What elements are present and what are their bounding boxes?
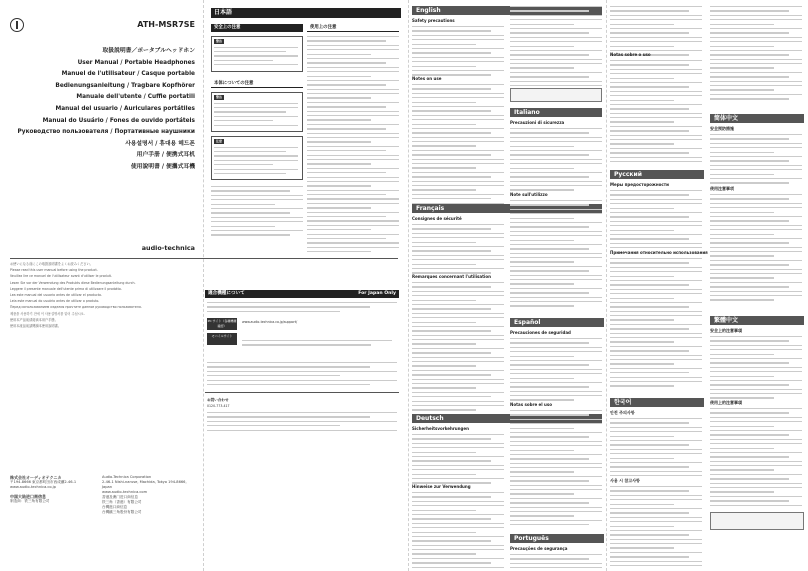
section-header-italian: Italiano xyxy=(510,108,602,117)
section-header-traditional-chinese: 繁體中文 xyxy=(710,316,804,325)
caution-tag: 注意 xyxy=(216,139,223,143)
model-number: ATH-MSR7SE xyxy=(137,20,195,29)
cn-importer: 中国大陆进口商信息 xyxy=(10,494,46,499)
zh-hans-safety-heading: 安全预防措施 xyxy=(710,126,734,131)
notice-pt: Leia este manual do usuário antes de utilizar o produto. xyxy=(10,299,100,304)
portuguese-notes-lines xyxy=(610,60,702,165)
korean-safety-heading: 안전 주의사항 xyxy=(610,410,635,415)
column-pt-ru-ko xyxy=(608,0,708,571)
portuguese-safety-heading: Precauções de segurança xyxy=(510,546,568,551)
jp-company: 株式会社オーディオテクニカ xyxy=(10,475,62,480)
hk-detail: 铁三角（香港）有限公司 xyxy=(102,500,142,504)
section-header-french: Français xyxy=(412,204,602,213)
corp-address: 2-46-1 Nishi-naruse, Machida, Tokyo 194-8666, Japan xyxy=(102,480,187,489)
section-header-english: English xyxy=(412,6,602,15)
tw-detail: 台灣鐵三角股份有限公司 xyxy=(102,510,142,514)
portuguese-safety-lines xyxy=(510,554,602,571)
zh-hant-safety-heading: 安全上的注意事項 xyxy=(710,328,742,333)
warning-tag-2: 警告 xyxy=(216,95,223,99)
russian-safety-heading: Меры предосторожности xyxy=(610,182,669,187)
title-zh-hans: 用户手册 / 便携式耳机 xyxy=(136,152,195,159)
corp-name: Audio-Technica Corporation xyxy=(102,475,152,479)
italian-safety-lines xyxy=(510,128,602,194)
column-zh xyxy=(710,0,806,571)
title-zh-hant: 使用說明書 / 便攜式耳機 xyxy=(130,163,195,170)
title-es: Manual del usuario / Auriculares portátiles xyxy=(55,105,195,112)
audio-technica-logo-icon xyxy=(10,18,24,32)
italian-notes-heading: Note sull'utilizzo xyxy=(510,192,548,197)
contact-divider xyxy=(205,392,399,393)
notice-jp: お使いになる前にこの取扱説明書をよくお読みください。 xyxy=(10,262,93,266)
german-safety-heading: Sicherheitsvorkehrungen xyxy=(412,426,469,431)
italian-safety-heading: Precauzioni di sicurezza xyxy=(510,120,565,125)
jp-safety-body-lines xyxy=(211,186,303,239)
italian-notes-lines xyxy=(510,200,602,310)
jp-usage-body-lines xyxy=(307,36,399,256)
jp-body-caution-header: 本体についての注意 xyxy=(211,80,303,88)
caution-text-lines xyxy=(214,147,298,178)
cover-header xyxy=(10,18,195,38)
warning-text-lines xyxy=(214,47,298,69)
jp-url: www.audio-technica.co.jp xyxy=(10,485,56,489)
russian-notes-lines xyxy=(610,258,702,390)
notice-zh-hant: 使用本產品前請閱讀本使用說明書。 xyxy=(10,324,61,329)
jp-usage-header: 使用上の注意 xyxy=(307,24,399,32)
english-notes-lines xyxy=(412,84,504,207)
hk-importer: 香港及澳门进口商信息 xyxy=(102,495,138,499)
zh-hans-notes-heading: 使用注意事项 xyxy=(710,186,734,191)
column-it-es-pt xyxy=(510,0,606,571)
korean-notes-lines xyxy=(610,486,702,569)
notice-zh-hans: 使用本产品前请阅读本用户手册。 xyxy=(10,317,58,322)
notice-es: Lea este manual del usuario antes de utilizar el producto. xyxy=(10,293,102,298)
title-en: User Manual / Portable Headphones xyxy=(77,59,195,66)
warning-text-lines-2 xyxy=(214,103,298,129)
notice-fr: Veuillez lire ce manuel de l'utilisateur avant d'utiliser le produit. xyxy=(10,274,112,279)
jp-notes-lines xyxy=(207,362,397,388)
contact-title: お問い合わせ xyxy=(207,398,229,402)
english-safety-heading: Safety precautions xyxy=(412,18,455,23)
manual-titles xyxy=(18,46,195,174)
contact-detail-lines xyxy=(207,412,397,434)
site-url[interactable]: www.audio-technica.co.jp/support/ xyxy=(242,320,298,324)
zh-hant-notes-heading: 使用上的注意事項 xyxy=(710,400,742,405)
russian-safety-lines xyxy=(610,190,702,251)
korean-cont-lines xyxy=(710,6,802,103)
cover-divider xyxy=(10,258,398,259)
french-notes-lines xyxy=(412,282,504,414)
russian-notes-heading: Примечания относительно использования xyxy=(610,250,708,255)
corp-url: www.audio-technica.com xyxy=(102,490,148,494)
title-pt: Manual do Usuário / Fones de ouvido portáteis xyxy=(42,117,195,124)
japanese-panel xyxy=(205,0,408,256)
tw-importer: 台灣進口商信息 xyxy=(102,505,128,509)
notice-de: Lesen Sie vor der Verwendung des Produkts diese Bedienungsanleitung durch. xyxy=(10,280,136,285)
fold-line xyxy=(606,0,607,571)
german-notes-heading: Hinweise zur Verwendung xyxy=(412,484,471,489)
brand-wordmark: audio-technica xyxy=(141,244,195,252)
spanish-notes-lines xyxy=(510,410,602,529)
zh-hant-safety-lines xyxy=(710,336,802,402)
compatible-devices-title: 適合機種について xyxy=(208,291,245,296)
portuguese-cont-lines xyxy=(610,6,702,59)
french-safety-lines xyxy=(412,224,504,277)
korean-notes-heading: 사용 시 참고사항 xyxy=(610,478,640,483)
section-header-russian: Русский xyxy=(610,170,704,179)
english-notes-heading: Notes on use xyxy=(412,76,442,81)
fold-line xyxy=(408,0,409,571)
section-header-jp: 日本語 xyxy=(211,8,401,18)
title-jp: 取扱説明書／ポータブルヘッドホン xyxy=(102,48,195,54)
spanish-safety-lines xyxy=(510,338,602,404)
german-notes-lines xyxy=(412,492,504,571)
cn-detail: 制造商：铁三角有限公司 xyxy=(10,499,50,503)
fold-line xyxy=(203,0,204,571)
jp-warning-box xyxy=(211,36,303,72)
german-safety-lines xyxy=(412,434,504,487)
title-ru: Руководство пользователя / Портативные наушники xyxy=(17,129,195,136)
jp-address: 〒194-8666 東京都町田市西成瀬2-46-1 xyxy=(10,480,77,484)
contact-phone: 0120-773-417 xyxy=(207,404,230,408)
zh-hant-notes-lines xyxy=(710,408,802,509)
notice-it: Leggere il presente manuale dell'utente prima di utilizzare il prodotto. xyxy=(10,286,122,291)
korean-safety-lines xyxy=(610,418,702,479)
spanish-notes-heading: Notas sobre el uso xyxy=(510,402,553,407)
jp-caution-box xyxy=(211,136,303,180)
for-japan-only-label: For Japan Only xyxy=(358,291,396,296)
title-it: Manuale dell'utente / Cuffie portatili xyxy=(76,94,195,101)
mobile-site-tag: モバイルサイト xyxy=(207,333,237,345)
compatible-devices-text-lines xyxy=(207,302,397,315)
section-header-korean: 한국어 xyxy=(610,398,704,407)
zh-note-box xyxy=(710,512,804,530)
french-notes-heading: Remarques concernant l'utilisation xyxy=(412,274,491,279)
notice-en: Please read this user manual before using the product. xyxy=(10,268,98,273)
pc-site-tag: PC サイト（各種機種確認） xyxy=(207,319,237,328)
spanish-safety-heading: Precauciones de seguridad xyxy=(510,330,571,335)
french-safety-heading: Consignes de sécurité xyxy=(412,216,462,221)
section-header-spanish: Español xyxy=(510,318,604,327)
section-header-simplified-chinese: 简体中文 xyxy=(710,114,804,123)
title-ko: 사용설명서 / 휴대용 헤드폰 xyxy=(125,140,195,147)
notice-ru: Перед использованием изделия прочтите данное руководство пользователя. xyxy=(10,305,142,310)
jp-safety-header: 安全上の注意 xyxy=(211,24,303,32)
section-header-german: Deutsch xyxy=(412,414,602,423)
cover-footer-right xyxy=(102,475,197,515)
warning-tag: 警告 xyxy=(216,39,223,43)
zh-hans-notes-lines xyxy=(710,194,802,304)
jp-warning-box-2 xyxy=(211,92,303,132)
portuguese-notes-heading: Notas sobre o uso xyxy=(610,52,651,57)
title-de: Bedienungsanleitung / Tragbare Kopfhörer xyxy=(55,82,195,89)
section-header-portuguese: Português xyxy=(510,534,604,543)
english-safety-lines xyxy=(412,26,504,79)
notice-ko: 제품을 사용하기 전에 이 사용설명서를 읽어 주십시오. xyxy=(10,311,85,316)
compatible-devices-header xyxy=(205,290,399,298)
title-fr: Manuel de l'utilisateur / Casque portable xyxy=(61,71,195,78)
zh-hans-safety-lines xyxy=(710,134,802,187)
site-desc-lines xyxy=(242,340,392,349)
